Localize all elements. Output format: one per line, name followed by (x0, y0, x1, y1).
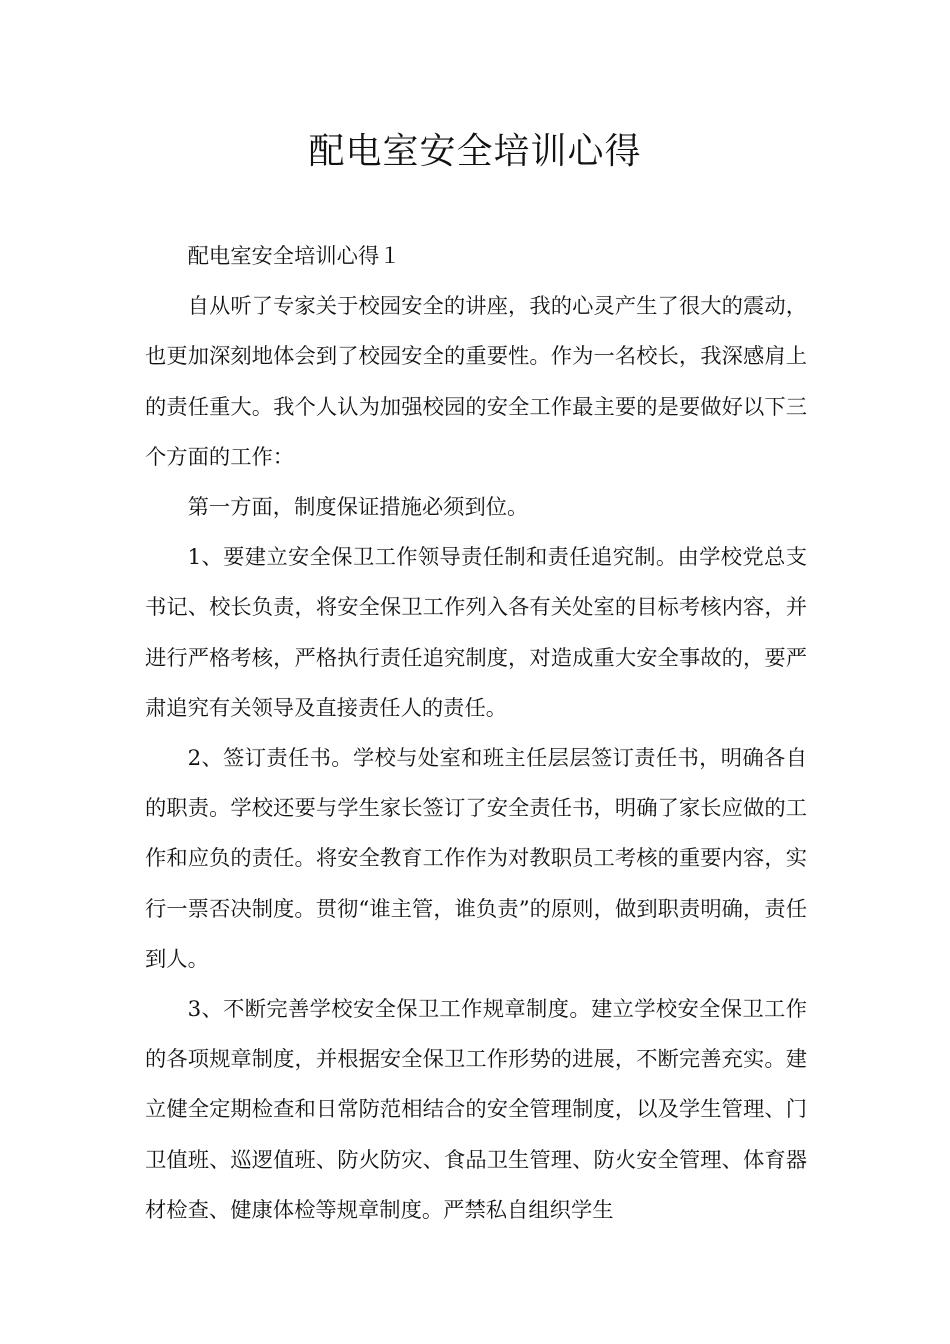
paragraph-item-2: 2、签订责任书。学校与处室和班主任层层签订责任书，明确各自的职责。学校还要与学生家长签订了安全责任书，明确了家长应做的工作和应负的责任。将安全教育工作作为对教职员工考核的重要内容，实行一票否决制度。贯彻“谁主管，谁负责”的原则，做到职责明确，责任到人。 (145, 746, 807, 972)
paragraph-intro: 自从听了专家关于校园安全的讲座，我的心灵产生了很大的震动，也更加深刻地体会到了校园安全的重要性。作为一名校长，我深感肩上的责任重大。我个人认为加强校园的安全工作最主要的是要做好以下三个方面的工作： (145, 294, 807, 470)
section-heading: 配电室安全培训心得１ (187, 244, 401, 269)
paragraph-item-1: 1、要建立安全保卫工作领导责任制和责任追究制。由学校党总支书记、校长负责，将安全保卫工作列入各有关处室的目标考核内容，并进行严格考核，严格执行责任追究制度，对造成重大安全事故的，要严肃追究有关领导及直接责任人的责任。 (145, 545, 807, 721)
paragraph-first-aspect: 第一方面，制度保证措施必须到位。 (187, 495, 529, 521)
document-body (145, 232, 807, 1236)
document-title: 配电室安全培训心得 (308, 131, 642, 172)
paragraph-item-3: 3、不断完善学校安全保卫工作规章制度。建立学校安全保卫工作的各项规章制度，并根据安全保卫工作形势的进展，不断完善充实。建立健全定期检查和日常防范相结合的安全管理制度，以及学生管理、门卫值班、巡逻值班、防火防灾、食品卫生管理、防火安全管理、体育器材检查、健康体检等规章制度。严禁私自组织学生 (145, 997, 807, 1223)
